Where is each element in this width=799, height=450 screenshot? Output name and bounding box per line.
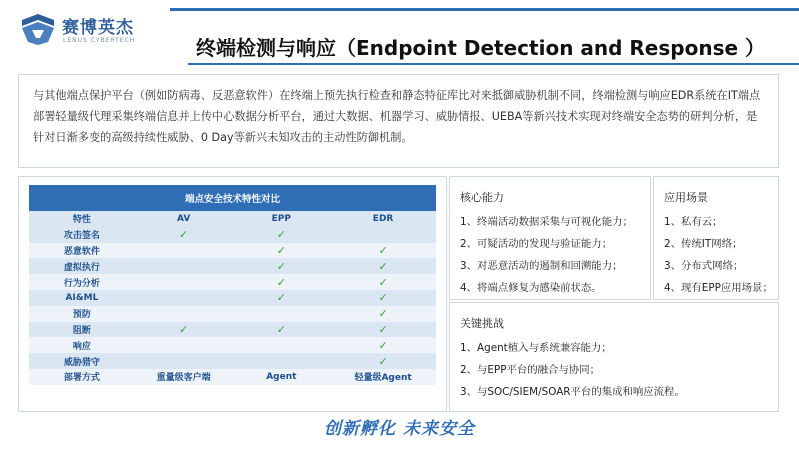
av-cell bbox=[135, 306, 233, 322]
list-item: 1、Agent植入与系统兼容能力； bbox=[460, 342, 612, 354]
edr-cell: ✓ bbox=[330, 353, 436, 369]
list-item: 4、现有EPP应用场景； bbox=[664, 282, 773, 294]
comparison-card bbox=[18, 176, 447, 412]
av-cell bbox=[135, 353, 233, 369]
av-cell: ✓ bbox=[135, 227, 233, 243]
epp-cell: Agent bbox=[232, 369, 330, 385]
title-underline bbox=[188, 63, 799, 65]
table-row bbox=[29, 353, 436, 369]
capabilities-title: 核心能力 bbox=[460, 191, 504, 204]
feature-cell: 行为分析 bbox=[29, 274, 135, 290]
feature-cell: 部署方式 bbox=[29, 369, 135, 385]
feature-cell: 恶意软件 bbox=[29, 243, 135, 259]
challenges-list bbox=[460, 337, 685, 403]
comparison-table bbox=[29, 185, 436, 385]
capabilities-card bbox=[449, 176, 651, 300]
edr-cell: 轻量级Agent bbox=[330, 369, 436, 385]
table-row bbox=[29, 227, 436, 243]
av-cell bbox=[135, 337, 233, 353]
av-cell bbox=[135, 243, 233, 259]
footer-slogan: 创新孵化 未来安全 bbox=[324, 419, 475, 439]
feature-cell: AI&ML bbox=[29, 290, 135, 306]
list-item: 2、可疑活动的发现与验证能力； bbox=[460, 238, 613, 250]
av-cell: 重量级客户端 bbox=[135, 369, 233, 385]
top-accent-bar bbox=[170, 8, 799, 11]
table-header-row bbox=[29, 211, 436, 227]
feature-cell: 攻击签名 bbox=[29, 227, 135, 243]
col-header-edr: EDR bbox=[330, 211, 436, 227]
feature-cell: 虚拟执行 bbox=[29, 258, 135, 274]
epp-cell: ✓ bbox=[232, 290, 330, 306]
col-header-epp: EPP bbox=[232, 211, 330, 227]
edr-cell: ✓ bbox=[330, 306, 436, 322]
scenarios-card bbox=[653, 176, 779, 300]
list-item: 3、分布式网络； bbox=[664, 260, 744, 272]
table-row bbox=[29, 337, 436, 353]
av-cell bbox=[135, 290, 233, 306]
logo-subtitle: LENUS CYBERTECH bbox=[63, 37, 136, 44]
epp-cell: ✓ bbox=[232, 322, 330, 338]
list-item: 3、与SOC/SIEM/SOAR平台的集成和响应流程。 bbox=[460, 386, 685, 398]
page-title: 终端检测与响应（Endpoint Detection and Response ） bbox=[196, 36, 766, 60]
table-row bbox=[29, 258, 436, 274]
list-item: 2、传统IT网络； bbox=[664, 238, 743, 250]
scenarios-title: 应用场景 bbox=[664, 191, 708, 204]
edr-cell: ✓ bbox=[330, 322, 436, 338]
col-header-av: AV bbox=[135, 211, 233, 227]
feature-cell: 预防 bbox=[29, 306, 135, 322]
capabilities-list bbox=[460, 211, 633, 299]
av-cell bbox=[135, 258, 233, 274]
epp-cell: ✓ bbox=[232, 258, 330, 274]
av-cell bbox=[135, 274, 233, 290]
feature-cell: 阻断 bbox=[29, 322, 135, 338]
edr-cell: ✓ bbox=[330, 243, 436, 259]
table-caption: 端点安全技术特性对比 bbox=[29, 185, 436, 211]
list-item: 2、与EPP平台的融合与协同； bbox=[460, 364, 601, 376]
feature-cell: 响应 bbox=[29, 337, 135, 353]
table-row bbox=[29, 274, 436, 290]
edr-cell: ✓ bbox=[330, 274, 436, 290]
table-row bbox=[29, 306, 436, 322]
edr-cell bbox=[330, 227, 436, 243]
intro-paragraph: 与其他端点保护平台（例如防病毒、反恶意软件）在终端上预先执行检查和静态特征库比对来抵御威胁机制不同，终端检测与响应EDR系统在IT端点部署轻量级代理采集终端信息并上传中心数据分析平台，通过大数据、机器学习、威胁情报、UEBA等新兴技术实现对终端安全态势的研判分析，是针对日渐多变的高级持续性威胁、0 Day等新兴未知攻击的主动性防御机制。 bbox=[18, 74, 779, 168]
col-header-feature: 特性 bbox=[29, 211, 135, 227]
edr-cell: ✓ bbox=[330, 258, 436, 274]
epp-cell: ✓ bbox=[232, 243, 330, 259]
table-row bbox=[29, 322, 436, 338]
epp-cell: ✓ bbox=[232, 227, 330, 243]
challenges-title: 关键挑战 bbox=[460, 317, 504, 330]
table-row bbox=[29, 369, 436, 385]
list-item: 1、私有云； bbox=[664, 216, 723, 228]
epp-cell: ✓ bbox=[232, 274, 330, 290]
epp-cell bbox=[232, 353, 330, 369]
epp-cell bbox=[232, 337, 330, 353]
logo-name: 赛博英杰 bbox=[62, 18, 134, 38]
company-logo bbox=[18, 10, 168, 50]
list-item: 1、终端活动数据采集与可视化能力； bbox=[460, 216, 633, 228]
challenges-card bbox=[449, 302, 779, 412]
edr-cell: ✓ bbox=[330, 290, 436, 306]
epp-cell bbox=[232, 306, 330, 322]
list-item: 4、将端点修复为感染前状态。 bbox=[460, 282, 602, 294]
table-row bbox=[29, 290, 436, 306]
av-cell: ✓ bbox=[135, 322, 233, 338]
feature-cell: 威胁猎守 bbox=[29, 353, 135, 369]
edr-cell: ✓ bbox=[330, 337, 436, 353]
table-row bbox=[29, 243, 436, 259]
logo-mark-icon bbox=[18, 12, 58, 46]
list-item: 3、对恶意活动的遏制和回溯能力； bbox=[460, 260, 623, 272]
scenarios-list bbox=[664, 211, 773, 299]
